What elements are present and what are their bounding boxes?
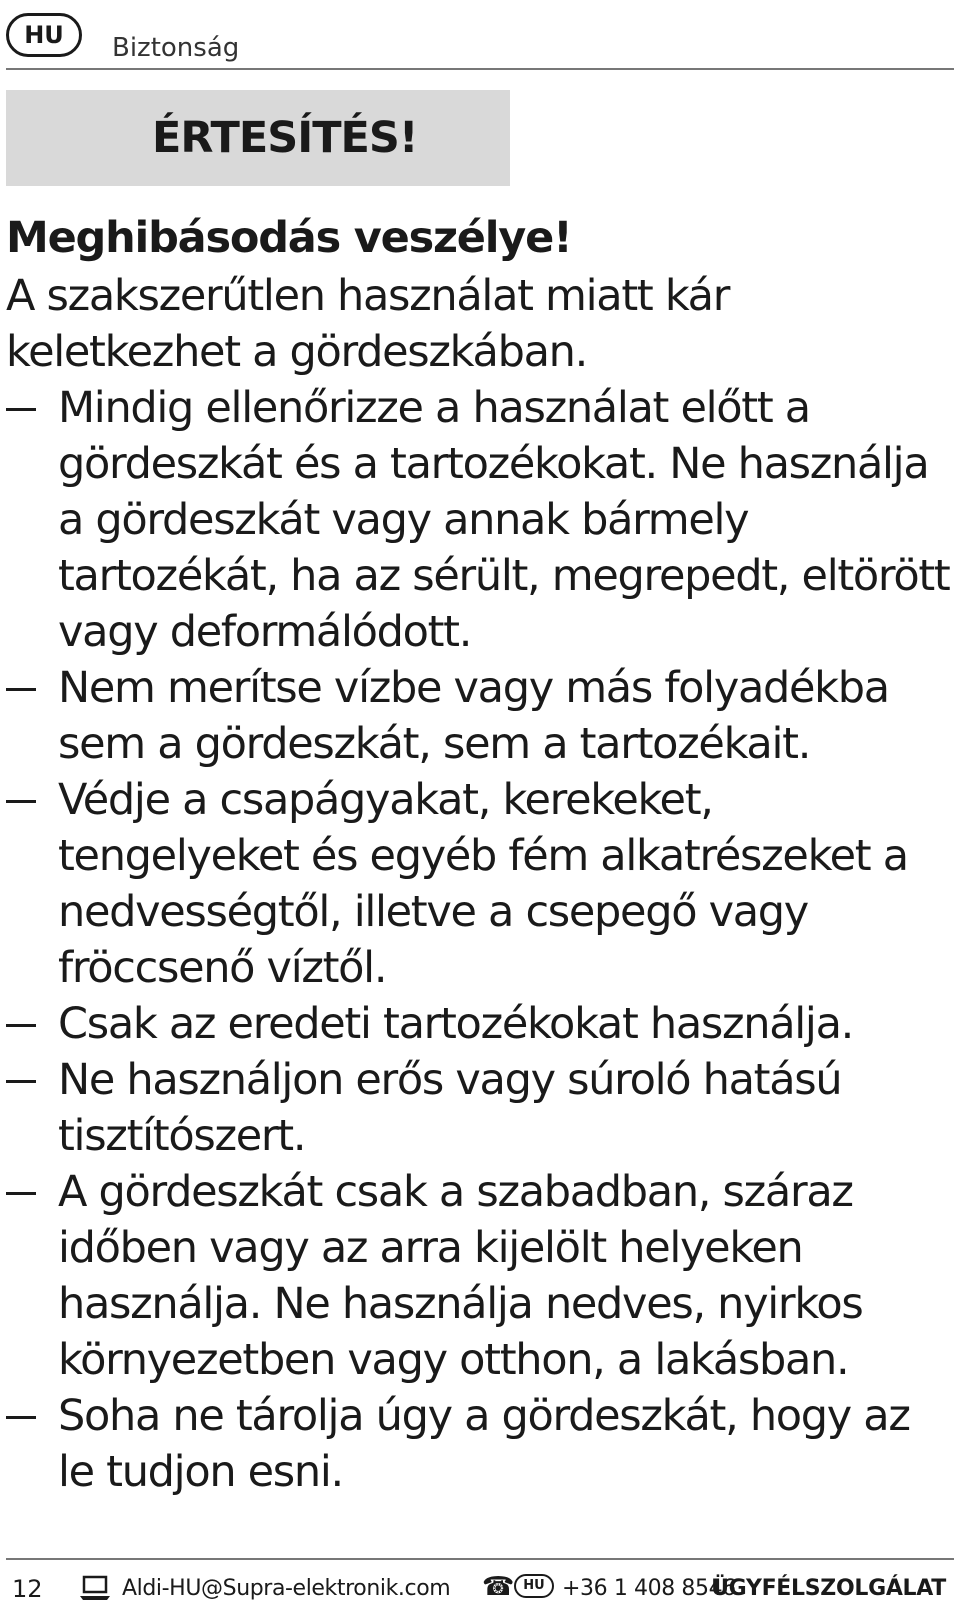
- section-title: Biztonság: [112, 33, 240, 63]
- safety-bullet: [6, 660, 954, 772]
- dash-icon: [6, 1024, 36, 1027]
- dash-icon: [6, 800, 36, 803]
- risk-heading: Meghibásodás veszélye!: [6, 213, 572, 263]
- dash-icon: [6, 1416, 36, 1419]
- risk-intro: A szakszerűtlen használat miatt kár keletkezhet a gördeszkában.: [6, 271, 730, 377]
- bullet-text: A gördeszkát csak a szabadban, száraz időben vagy az arra kijelölt helyeken használja. Ne használja nedves, nyirkos környezetben vagy otthon, a lakásban.: [58, 1167, 863, 1385]
- notice-box: [6, 90, 510, 186]
- safety-bullet: [6, 1052, 954, 1164]
- bullet-text: Mindig ellenőrizze a használat előtt a gördeszkát és a tartozékokat. Ne használja a gördeszkát vagy annak bármely tartozékát, ha az sérült, megrepedt, eltörött vagy deformálódott.: [58, 383, 950, 657]
- dash-icon: [6, 1192, 36, 1195]
- safety-content: [6, 210, 954, 1500]
- safety-bullet: [6, 1164, 954, 1388]
- bullet-text: Nem merítse vízbe vagy más folyadékba sem a gördeszkát, sem a tartozékait.: [58, 663, 889, 769]
- support-phone-number[interactable]: +36 1 408 8546: [562, 1576, 736, 1601]
- support-email-link[interactable]: Aldi-HU@Supra-elektronik.com: [122, 1576, 451, 1601]
- bullet-text: Soha ne tárolja úgy a gördeszkát, hogy az le tudjon esni.: [58, 1391, 910, 1497]
- safety-bullet: [6, 996, 954, 1052]
- dash-icon: [6, 1080, 36, 1083]
- laptop-icon: [78, 1574, 112, 1602]
- page-number: 12: [12, 1575, 43, 1603]
- dash-icon: [6, 408, 36, 411]
- safety-bullet: [6, 772, 954, 996]
- safety-bullet-list: [6, 380, 954, 1500]
- page-footer: [6, 1558, 954, 1610]
- safety-bullet: [6, 1388, 954, 1500]
- notice-title: ÉRTESÍTÉS!: [152, 113, 418, 163]
- language-badge: HU: [6, 13, 82, 57]
- bullet-text: Csak az eredeti tartozékokat használja.: [58, 999, 853, 1049]
- telephone-icon: ☎: [482, 1572, 515, 1602]
- safety-bullet: [6, 380, 954, 660]
- phone-language-badge: HU: [514, 1574, 554, 1598]
- page-header: [6, 8, 954, 70]
- bullet-text: Ne használjon erős vagy súroló hatású tisztítószert.: [58, 1055, 842, 1161]
- bullet-text: Védje a csapágyakat, kerekeket, tengelyeket és egyéb fém alkatrészeket a nedvességtől, illetve a csepegő vagy fröccsenő víztől.: [58, 775, 908, 993]
- customer-service-label: ÜGYFÉLSZOLGÁLAT: [711, 1576, 946, 1601]
- dash-icon: [6, 688, 36, 691]
